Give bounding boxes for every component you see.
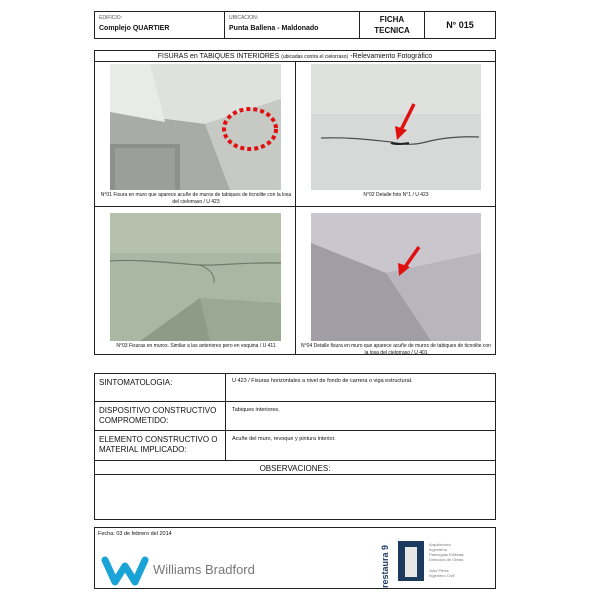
info-line: Dirección de Obras bbox=[429, 557, 464, 562]
sign-line: Julio Pérez bbox=[429, 568, 449, 573]
row-sintomatologia-value-cell bbox=[225, 373, 496, 402]
ficha-number: N° 015 bbox=[446, 20, 474, 30]
photo-3 bbox=[110, 213, 281, 341]
elemento-label: ELEMENTO CONSTRUCTIVO O MATERIAL IMPLICADO: bbox=[99, 435, 218, 454]
info-line: Arquitectura bbox=[429, 542, 451, 547]
observaciones-divider bbox=[94, 474, 496, 475]
ubicacion-value: Punta Ballena - Maldonado bbox=[229, 25, 319, 32]
header-number-cell bbox=[424, 11, 496, 39]
observaciones-box bbox=[94, 460, 496, 520]
row-elemento-label-cell bbox=[94, 430, 226, 461]
info-line: Patologías Edilicias bbox=[429, 552, 464, 557]
footer-box bbox=[94, 527, 496, 589]
photo-3-image bbox=[110, 213, 281, 341]
company-name: Williams Bradford bbox=[153, 562, 255, 577]
header-edificio-cell bbox=[94, 11, 225, 39]
photo-4 bbox=[311, 213, 481, 341]
sign-line: Ingeniero Civil bbox=[429, 573, 455, 578]
section-title bbox=[95, 53, 495, 60]
row-sintomatologia-label-cell bbox=[94, 373, 226, 402]
dispositivo-value: Tabiques interiores. bbox=[232, 407, 280, 413]
section-divider-mid bbox=[94, 206, 496, 207]
observaciones-label: OBSERVACIONES: bbox=[259, 464, 331, 473]
brand-vertical-text: restaura 9 bbox=[380, 544, 390, 588]
restaura-building-icon bbox=[398, 541, 424, 581]
elemento-value: Acuñe del muro, revoque y pintura interior. bbox=[232, 436, 336, 442]
header-ficha-cell bbox=[359, 11, 425, 39]
photo-3-caption: N°03 Fisuras en muros. Similar a las anteriores pero en esquina / U 411 bbox=[116, 343, 276, 349]
sign-lines bbox=[429, 568, 454, 578]
edificio-value: Complejo QUARTIER bbox=[99, 25, 170, 32]
sintomatologia-value: U 423 / Fisuras horizontales a nivel de fondo de carrera o viga estructural. bbox=[232, 378, 413, 384]
dispositivo-label: DISPOSITIVO CONSTRUCTIVO COMPROMETIDO: bbox=[99, 406, 217, 425]
header-ubicacion-cell bbox=[224, 11, 360, 39]
row-dispositivo-value-cell bbox=[225, 401, 496, 431]
photo-4-caption: N°04 Detalle fisura en muro que aparece acuñe de muros de tabiques de ticnolite con la losa del cielorraso / U 401 bbox=[301, 343, 491, 356]
section-title-main: FISURAS en TABIQUES INTERIORES bbox=[157, 53, 280, 60]
info-line: Ingeniería bbox=[429, 547, 447, 552]
edificio-label: EDIFICIO: bbox=[99, 15, 123, 21]
row-elemento-value-cell bbox=[225, 430, 496, 461]
sintomatologia-label: SINTOMATOLOGIA: bbox=[99, 378, 173, 387]
williams-bradford-logo-icon bbox=[101, 556, 149, 586]
ubicacion-label: UBICACION: bbox=[229, 15, 259, 21]
info-lines bbox=[429, 542, 464, 562]
photo-4-image bbox=[311, 213, 481, 341]
row-dispositivo-label-cell bbox=[94, 401, 226, 431]
photo-1-image bbox=[110, 64, 281, 190]
photo-2-image bbox=[311, 64, 481, 190]
fecha-text: Fecha: 03 de febrero del 2014 bbox=[98, 531, 172, 537]
photo-1-caption: N°01 Fisura en muro que aparece acuñe de muros de tabiques de ticnolite con la losa del cielorraso / U 423 bbox=[100, 192, 292, 205]
section-title-note: (ubicadas contra el cielorraso) bbox=[281, 54, 349, 60]
photo-2-caption: N°02 Detalle foto N°1 / U 423 bbox=[363, 192, 429, 198]
photo-1 bbox=[110, 64, 281, 190]
photo-2 bbox=[311, 64, 481, 190]
section-divider-v bbox=[295, 61, 296, 355]
section-title-suffix: -Relevamiento Fotográfico bbox=[350, 53, 433, 60]
ficha-title: FICHA TECNICA bbox=[374, 15, 410, 35]
